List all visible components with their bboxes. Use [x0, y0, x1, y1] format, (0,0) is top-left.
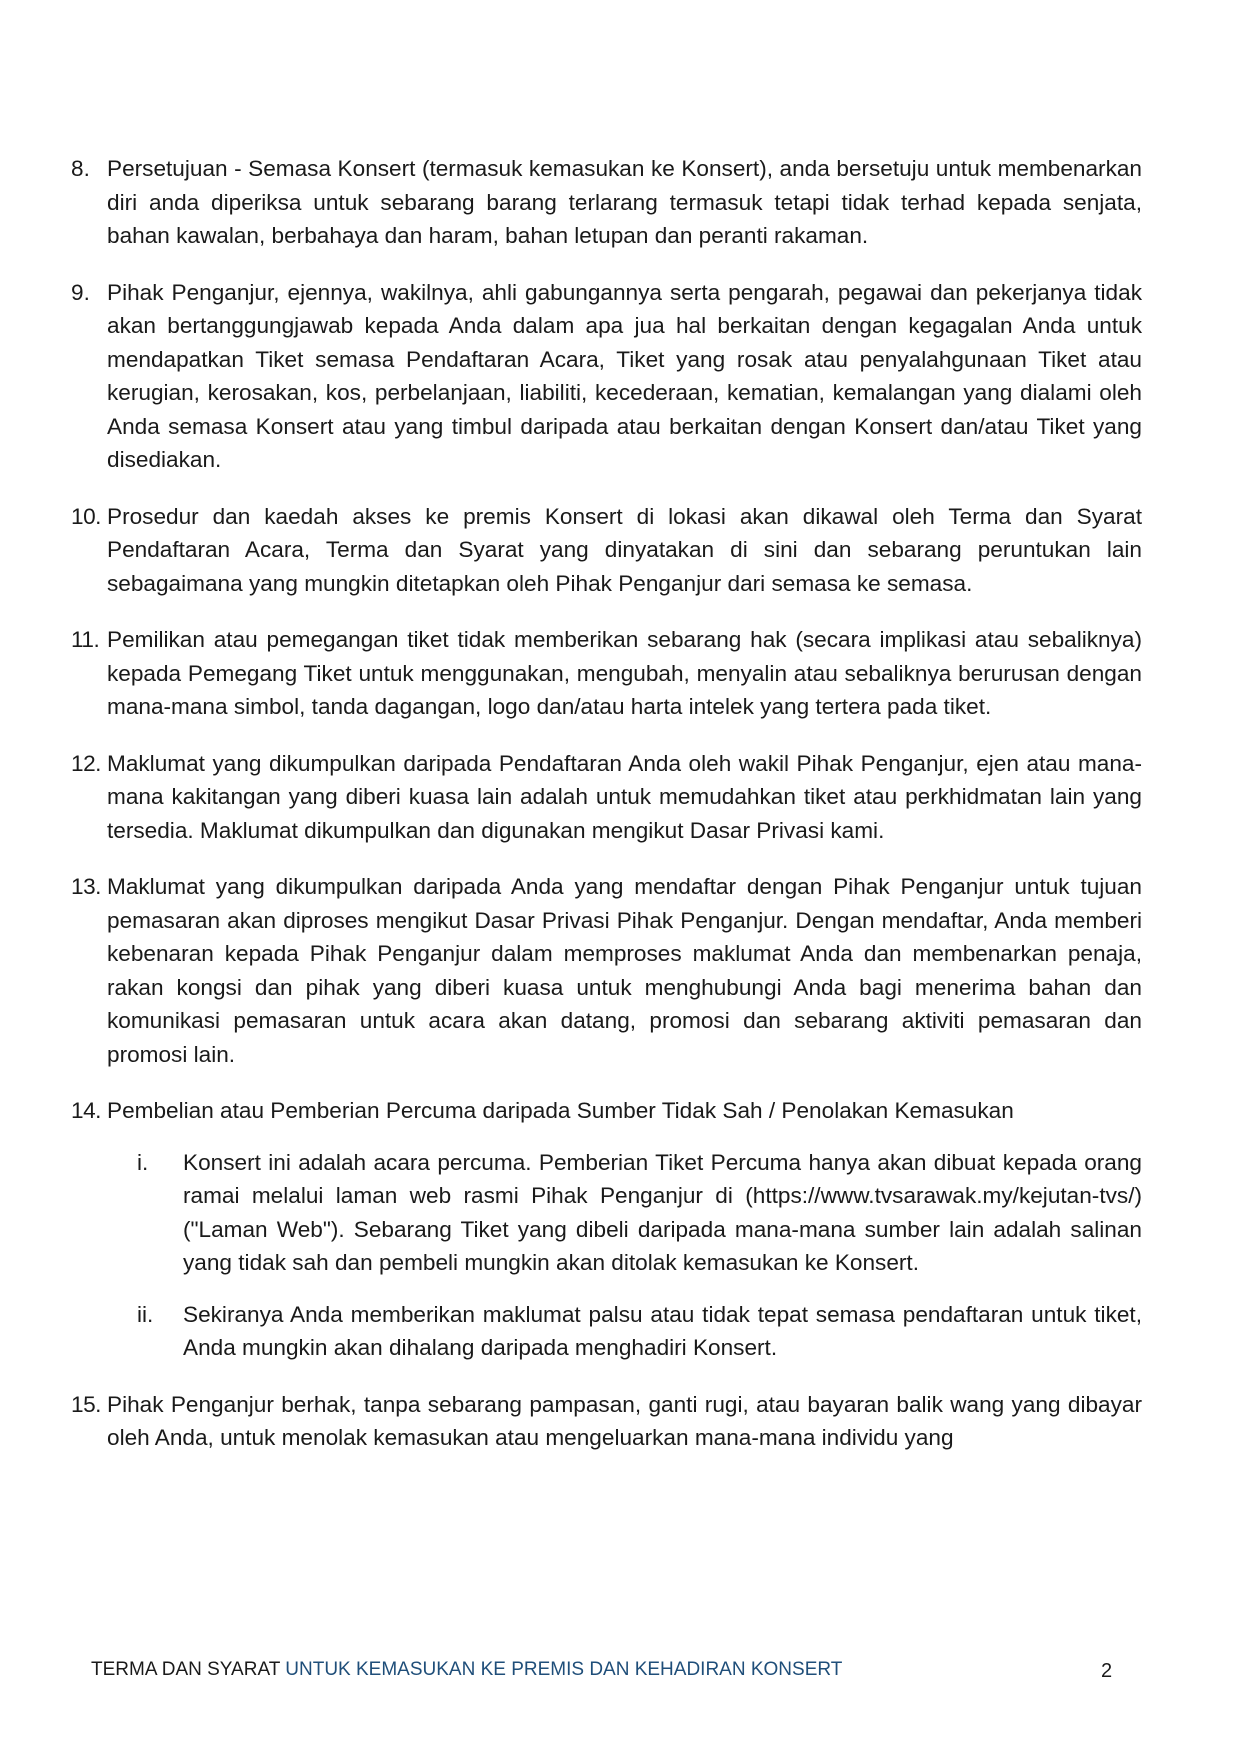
item-number: 14. [71, 1098, 101, 1123]
sub-item-number: i. [137, 1149, 149, 1175]
item-text: Persetujuan - Semasa Konsert (termasuk kemasukan ke Konsert), anda bersetuju untuk membenarkan diri anda diperiksa untuk sebarang barang terlarang termasuk tetapi tidak terhad kepada senjata, bahan kawalan, berbahaya dan haram, bahan letupan dan peranti rakaman. [107, 156, 1142, 248]
item-text: Maklumat yang dikumpulkan daripada Pendaftaran Anda oleh wakil Pihak Penganjur, ejen atau mana-mana kakitangan yang diberi kuasa lain adalah untuk memudahkan tiket atau perkhidmatan lain yang tersedia. Maklumat dikumpulkan dan digunakan mengikut Dasar Privasi kami. [107, 750, 1142, 843]
sub-item-i [107, 1146, 1142, 1280]
item-text: Pihak Penganjur berhak, tanpa sebarang pampasan, ganti rugi, atau bayaran balik wang yang dibayar oleh Anda, untuk menolak kemasukan atau mengeluarkan mana-mana individu yang [107, 1391, 1142, 1450]
page-number: 2 [1101, 1660, 1113, 1682]
sub-item-number: ii. [137, 1301, 154, 1327]
footer-title: TERMA DAN SYARAT [91, 1659, 280, 1680]
term-item-12 [71, 747, 1142, 848]
item-text: Maklumat yang dikumpulkan daripada Anda yang mendaftar dengan Pihak Penganjur untuk tujuan pemasaran akan diproses mengikut Dasar Privasi Pihak Penganjur. Dengan mendaftar, Anda memberi kebenaran kepada Pihak Penganjur dalam memproses maklumat Anda dan membenarkan penaja, rakan kongsi dan pihak yang diberi kuasa untuk menghubungi Anda bagi menerima bahan dan komunikasi pemasaran untuk acara akan datang, promosi dan sebarang aktiviti pemasaran dan promosi lain. [107, 874, 1142, 1067]
item-number: 10. [71, 503, 101, 529]
item-number: 13. [71, 874, 101, 899]
item-text: Pemilikan atau pemegangan tiket tidak memberikan sebarang hak (secara implikasi atau sebaliknya) kepada Pemegang Tiket untuk menggunakan, mengubah, menyalin atau sebaliknya berurusan dengan mana-mana simbol, tanda dagangan, logo dan/atau harta intelek yang tertera pada tiket. [107, 627, 1142, 719]
term-item-9 [71, 276, 1142, 477]
sub-item-text: Konsert ini adalah acara percuma. Pemberian Tiket Percuma hanya akan dibuat kepada orang ramai melalui laman web rasmi Pihak Penganjur di (https://www.tvsarawak.my/kejutan-tvs/) ("Laman Web"). Sebarang Tiket yang dibeli daripada mana-mana sumber lain adalah salinan yang tidak sah dan pembeli mungkin akan ditolak kemasukan ke Konsert. [183, 1149, 1142, 1275]
item-text: Pihak Penganjur, ejennya, wakilnya, ahli gabungannya serta pengarah, pegawai dan pekerjanya tidak akan bertanggungjawab kepada Anda dalam apa jua hal berkaitan dengan kegagalan Anda untuk mendapatkan Tiket semasa Pendaftaran Acara, Tiket yang rosak atau penyalahgunaan Tiket atau kerugian, kerosakan, kos, perbelanjaan, liabiliti, kecederaan, kematian, kemalangan yang dialami oleh Anda semasa Konsert atau yang timbul daripada atau berkaitan dengan Konsert dan/atau Tiket yang disediakan. [107, 279, 1142, 472]
sub-item-text: Sekiranya Anda memberikan maklumat palsu atau tidak tepat semasa pendaftaran untuk tiket, Anda mungkin akan dihalang daripada menghadiri Konsert. [183, 1301, 1142, 1360]
item-body [107, 1094, 1142, 1365]
sub-list [107, 1146, 1142, 1365]
item-number: 9. [71, 279, 90, 305]
term-item-14 [71, 1094, 1142, 1365]
page-footer [91, 1658, 1111, 1682]
term-item-15 [71, 1388, 1142, 1455]
footer-subtitle: UNTUK KEMASUKAN KE PREMIS DAN KEHADIRAN KONSERT [285, 1659, 843, 1680]
item-text: Pembelian atau Pemberian Percuma daripada Sumber Tidak Sah / Penolakan Kemasukan [107, 1098, 1014, 1123]
item-number: 11. [71, 627, 100, 652]
term-item-10 [71, 500, 1142, 601]
term-item-11 [71, 623, 1142, 724]
item-text: Prosedur dan kaedah akses ke premis Konsert di lokasi akan dikawal oleh Terma dan Syarat Pendaftaran Acara, Terma dan Syarat yang dinyatakan di sini dan sebarang peruntukan lain sebagaimana yang mungkin ditetapkan oleh Pihak Penganjur dari semasa ke semasa. [107, 503, 1142, 596]
item-number: 8. [71, 156, 90, 181]
term-item-8 [71, 152, 1142, 253]
term-item-13 [71, 870, 1142, 1071]
sub-item-ii [107, 1298, 1142, 1365]
terms-list [71, 152, 1142, 1478]
item-number: 12. [71, 750, 101, 776]
item-number: 15. [71, 1391, 101, 1417]
